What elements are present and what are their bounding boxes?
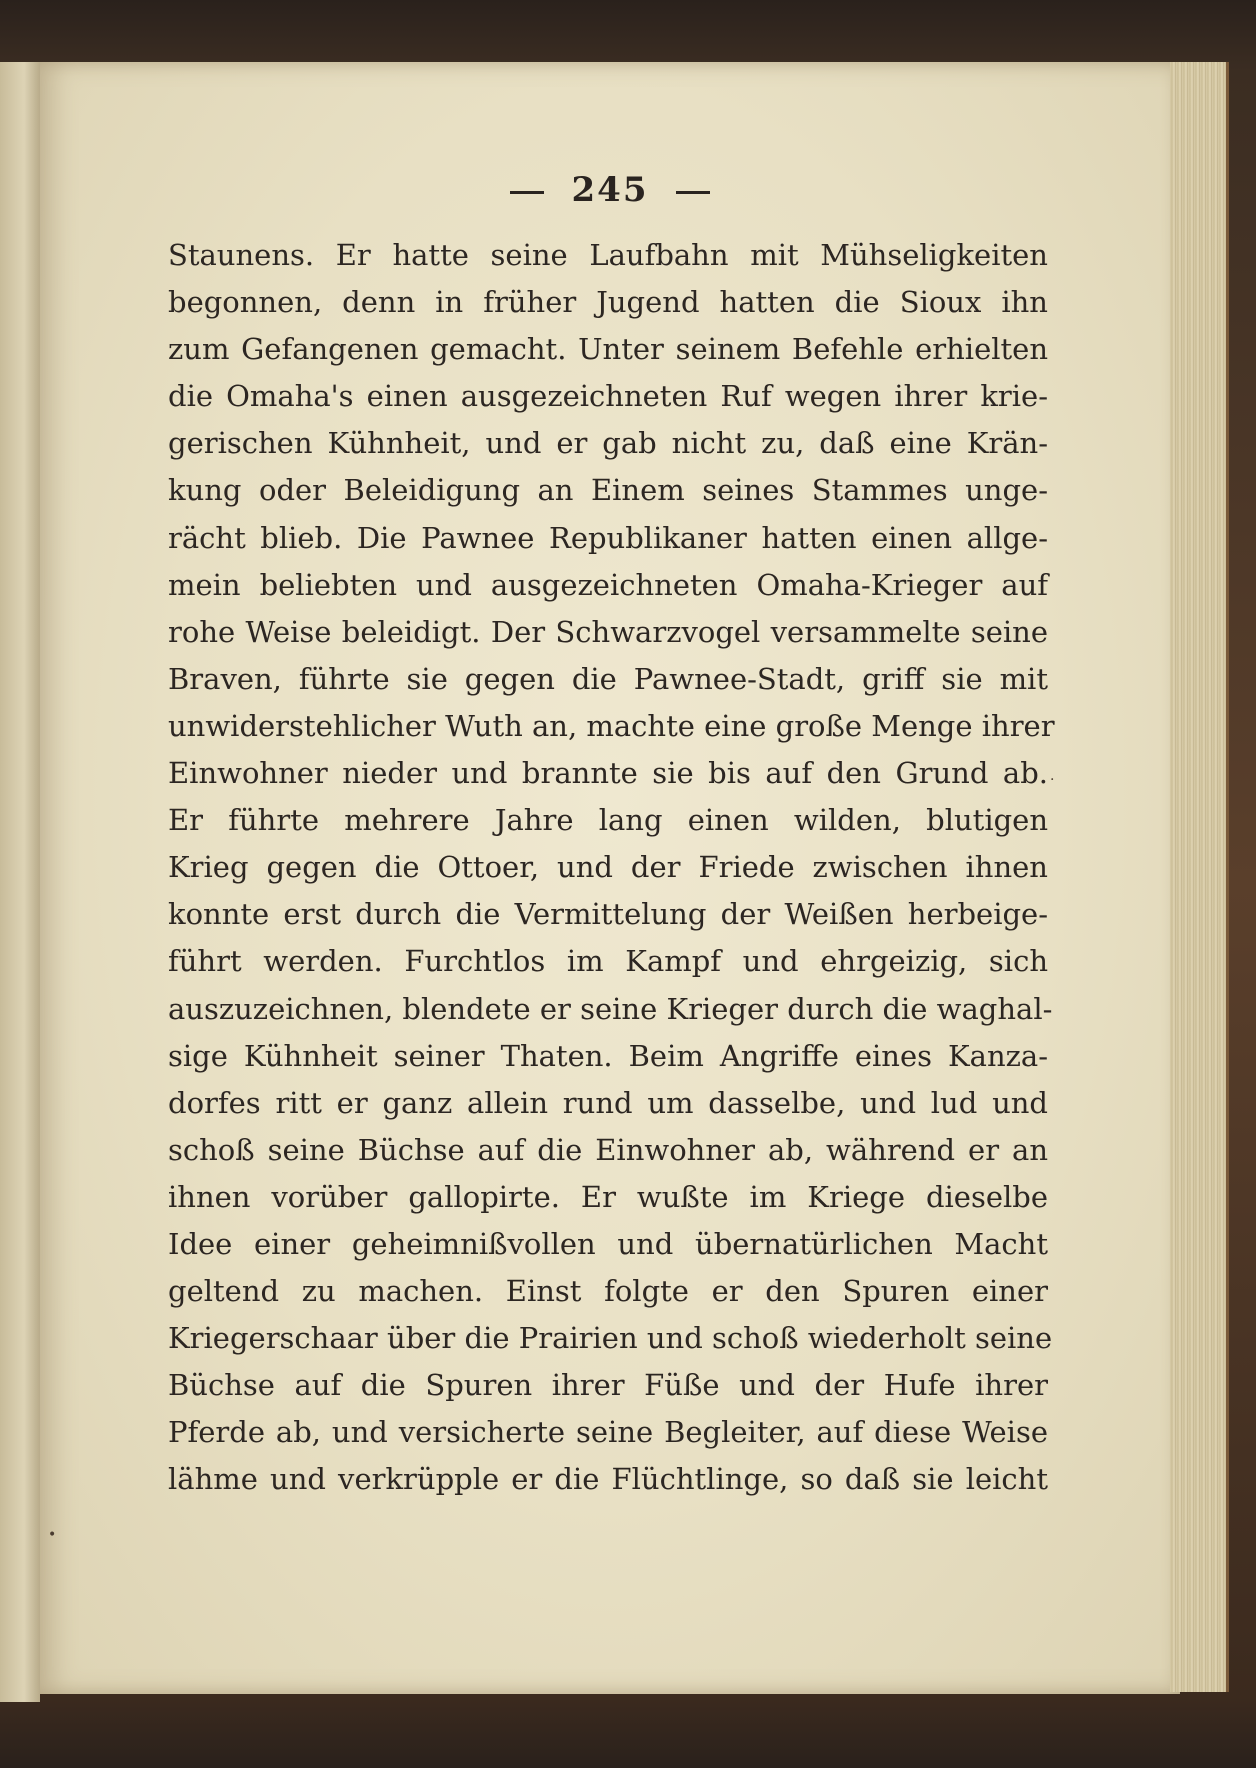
text-line: ihnen vorüber gallopirte. Er wußte im Kriege dieselbe bbox=[168, 1179, 1048, 1214]
text-line: zum Gefangenen gemacht. Unter seinem Befehle erhielten bbox=[168, 332, 1048, 367]
text-line: sige Kühnheit seiner Thaten. Beim Angriffe eines Kanza- bbox=[168, 1038, 1048, 1073]
text-line: dorfes ritt er ganz allein rund um dasselbe, und lud und bbox=[168, 1085, 1048, 1120]
text-line: Krieg gegen die Ottoer, und der Friede zwischen ihnen bbox=[168, 850, 1048, 885]
page-header bbox=[40, 170, 1180, 210]
text-line: gerischen Kühnheit, und er gab nicht zu, daß eine Krän- bbox=[168, 426, 1048, 461]
text-line: Staunens. Er hatte seine Laufbahn mit Mühseligkeiten bbox=[168, 238, 1048, 272]
text-line: geltend zu machen. Einst folgte er den Spuren einer bbox=[168, 1274, 1048, 1309]
text-line: die Omaha's einen ausgezeichneten Ruf wegen ihrer krie- bbox=[168, 379, 1048, 414]
paper-speck: • bbox=[48, 1527, 57, 1543]
text-line: führt werden. Furchtlos im Kampf und ehrgeizig, sich bbox=[168, 944, 1048, 979]
text-line: Idee einer geheimnißvollen und übernatürlichen Macht bbox=[168, 1226, 1048, 1261]
text-line: auszuzeichnen, blendete er seine Krieger durch die waghal- bbox=[168, 991, 1053, 1026]
text-line: schoß seine Büchse auf die Einwohner ab, während er an bbox=[168, 1132, 1048, 1167]
text-line: kung oder Beleidigung an Einem seines Stammes unge- bbox=[168, 473, 1048, 508]
text-line: Büchse auf die Spuren ihrer Füße und der Hufe ihrer bbox=[168, 1368, 1048, 1403]
paper-speck: · bbox=[1050, 772, 1055, 788]
text-line: Braven, führte sie gegen die Pawnee-Stadt, griff sie mit bbox=[168, 661, 1048, 696]
text-line: unwiderstehlicher Wuth an, machte eine große Menge ihrer bbox=[168, 708, 1055, 743]
text-line: Einwohner nieder und brannte sie bis auf den Grund ab. bbox=[168, 756, 1048, 791]
text-line: lähme und verkrüpple er die Flüchtlinge, so daß sie leicht bbox=[168, 1462, 1048, 1497]
facing-page-edge bbox=[0, 62, 40, 1702]
book-page bbox=[40, 62, 1180, 1694]
body-text bbox=[168, 232, 1055, 1504]
page-block-edges bbox=[1170, 62, 1229, 1692]
text-line: mein beliebten und ausgezeichneten Omaha-Krieger auf bbox=[168, 567, 1048, 602]
header-dash-left bbox=[510, 191, 544, 194]
text-line: Pferde ab, und versicherte seine Begleiter, auf diese Weise bbox=[168, 1415, 1048, 1450]
text-line: rächt blieb. Die Pawnee Republikaner hatten einen allge- bbox=[168, 520, 1048, 555]
text-line: Kriegerschaar über die Prairien und schoß wiederholt seine bbox=[168, 1321, 1053, 1356]
page-number: 245 bbox=[571, 170, 649, 210]
text-line: Er führte mehrere Jahre lang einen wilden, blutigen bbox=[168, 803, 1048, 838]
text-line: begonnen, denn in früher Jugend hatten die Sioux ihn bbox=[168, 285, 1048, 320]
header-dash-right bbox=[676, 191, 710, 194]
text-line: konnte erst durch die Vermittelung der Weißen herbeige- bbox=[168, 897, 1048, 932]
text-line: rohe Weise beleidigt. Der Schwarzvogel versammelte seine bbox=[168, 614, 1048, 649]
